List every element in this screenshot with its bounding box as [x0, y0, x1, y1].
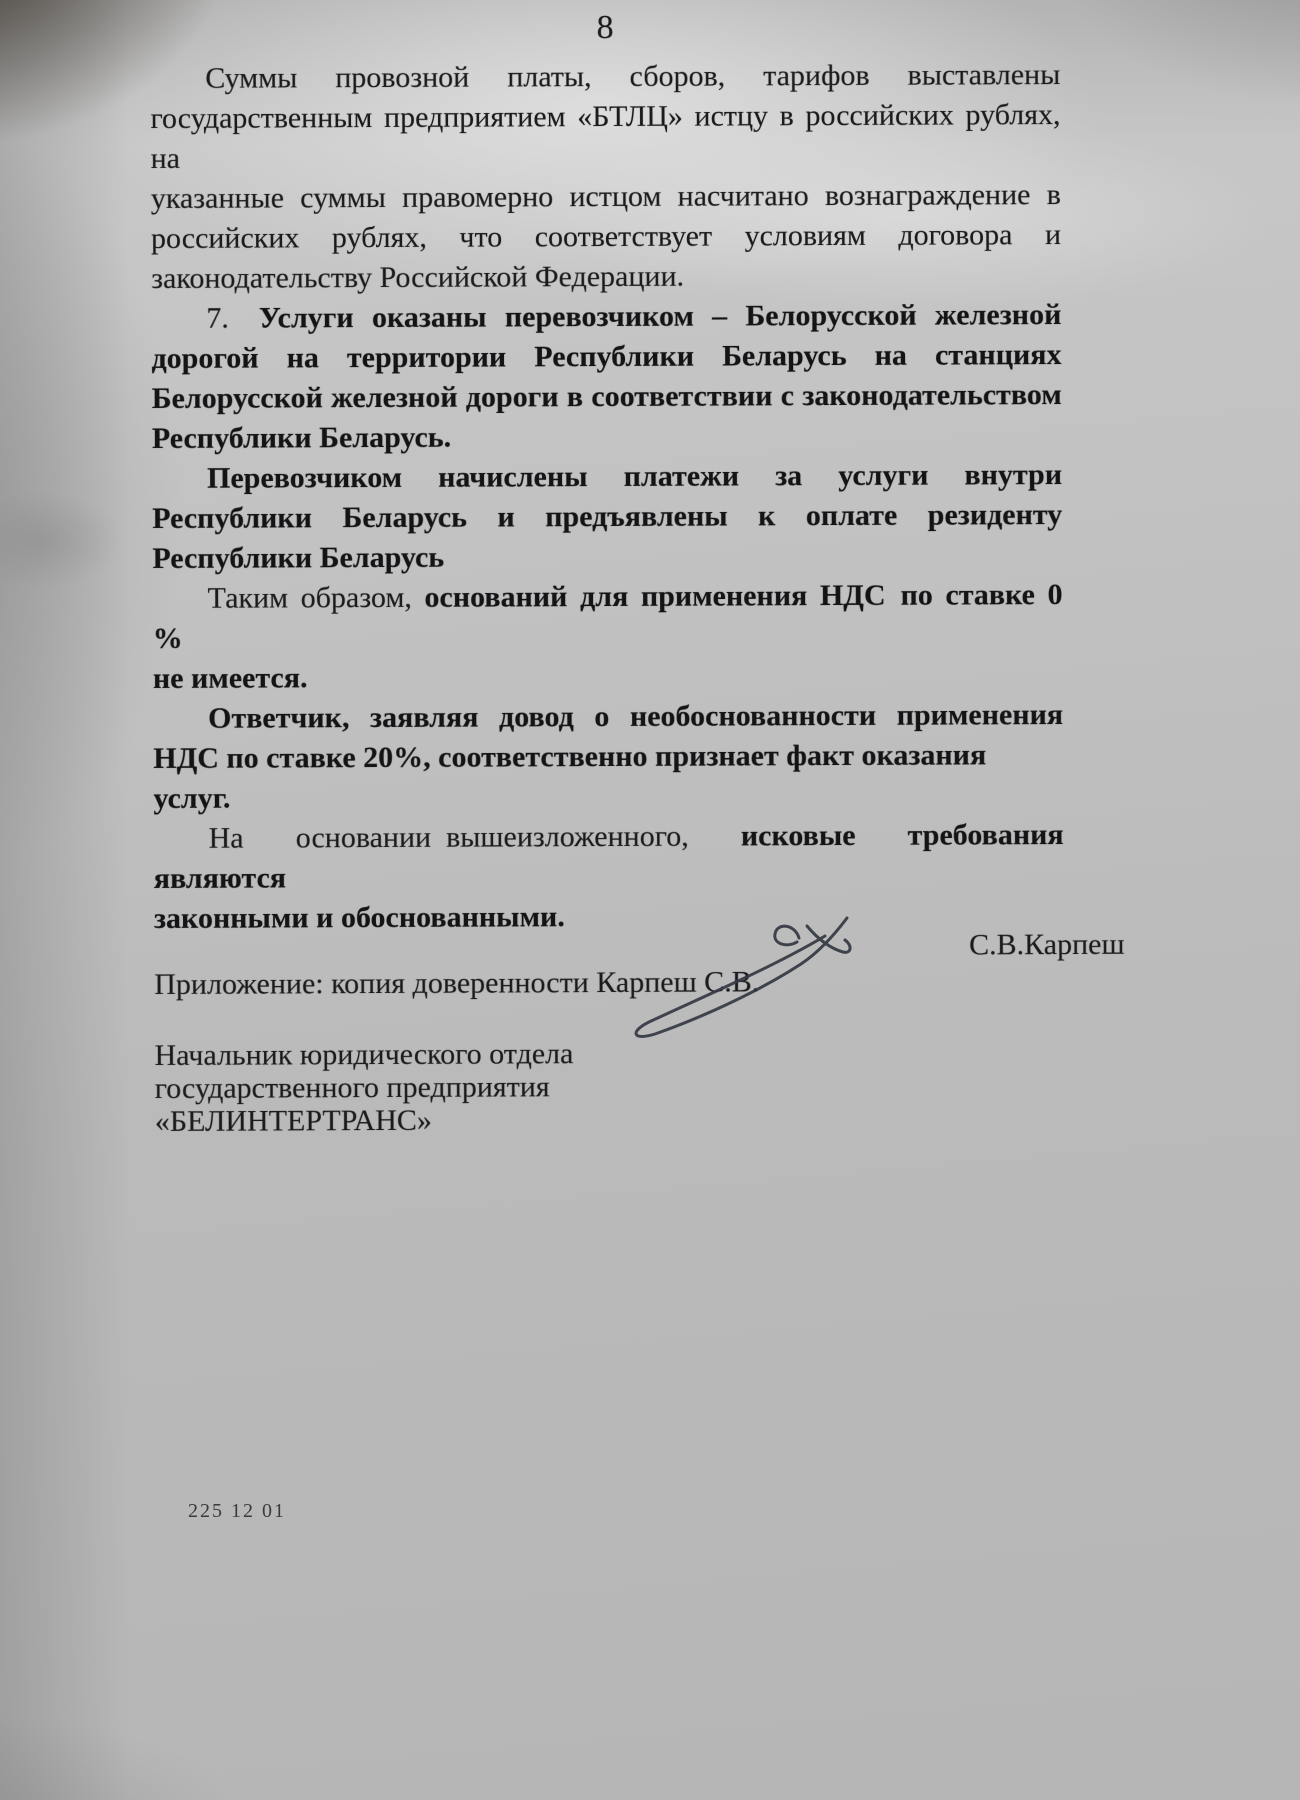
bold-text-segment: исковые требования являются	[153, 818, 1064, 895]
text-segment: Таким образом,	[207, 580, 425, 615]
page-number: 8	[596, 8, 614, 47]
text-line	[151, 295, 1061, 339]
text-line	[151, 215, 1061, 259]
text-line	[152, 415, 1062, 459]
text-line	[152, 495, 1062, 539]
bold-text-segment: НДС по ставке 20%, соответственно признает факт оказания услуг.	[153, 738, 987, 815]
footer-code: 225 12 01	[188, 1500, 286, 1522]
signature-position-line: Начальник юридического отдела	[154, 1037, 574, 1072]
bold-text-segment: оснований для применения НДС по ставке 0 %	[152, 578, 1063, 655]
bold-text-segment: Республики Беларусь.	[151, 420, 452, 455]
bold-text-segment: Услуги оказаны перевозчиком – Белорусской железной	[258, 298, 1062, 335]
bold-text-segment: Белорусской железной дороги в соответствии с законодательством	[151, 378, 1062, 415]
text-segment: Суммы провозной платы, сборов, тарифов выставлены	[205, 58, 1061, 95]
text-segment: российских рублях, что соответствует условиям договора и	[150, 218, 1062, 255]
signature-position-line: «БЕЛИНТЕРТРАНС»	[154, 1103, 432, 1138]
signature-name: С.В.Карпеш	[969, 927, 1125, 962]
paragraph	[152, 455, 1063, 579]
text-line	[154, 815, 1064, 899]
handwritten-signature-icon	[615, 898, 875, 1046]
bold-text-segment: не имеется.	[152, 661, 308, 695]
text-segment: указанные суммы правомерно истцом насчитано вознаграждение в	[150, 178, 1061, 215]
bold-text-segment: Ответчик, заявляя довод о необоснованности применения	[208, 698, 1064, 735]
text-line	[151, 175, 1061, 219]
text-line	[150, 95, 1060, 179]
paragraph	[151, 295, 1062, 459]
text-line	[152, 375, 1062, 419]
text-line	[153, 655, 1063, 699]
attachment-line: Приложение: копия доверенности Карпеш С.В.	[154, 965, 760, 1001]
text-line	[153, 735, 1063, 819]
bold-text-segment: законными и обоснованными.	[153, 900, 565, 935]
text-line	[152, 575, 1062, 659]
signature-position-line: государственного предприятия	[154, 1070, 550, 1105]
text-line	[151, 255, 1061, 299]
paragraph	[153, 695, 1064, 819]
bold-text-segment: Республики Беларусь и предъявлены к оплате резиденту	[152, 498, 1063, 535]
bold-text-segment: дорогой на территории Республики Беларусь на станциях	[151, 338, 1062, 375]
document-content	[150, 6, 1125, 1138]
text-line	[150, 55, 1060, 99]
signature-position-block	[154, 1035, 1064, 1138]
text-line	[152, 535, 1062, 579]
paragraph	[150, 55, 1061, 299]
text-line	[153, 695, 1063, 739]
text-segment: 7.	[206, 301, 259, 335]
paragraph	[154, 815, 1065, 939]
text-segment: На основании вышеизложенного,	[208, 819, 741, 855]
text-line	[152, 455, 1062, 499]
text-segment: законодательству Российской Федерации.	[151, 259, 685, 295]
text-segment: государственным предприятием «БТЛЦ» истцу в российских рублях, на	[150, 98, 1061, 175]
document-paragraphs	[150, 55, 1064, 939]
bold-text-segment: Республики Беларусь	[152, 540, 445, 575]
paragraph	[152, 575, 1063, 699]
bold-text-segment: Перевозчиком начислены платежи за услуги внутри	[206, 458, 1063, 495]
text-line	[154, 895, 1064, 939]
text-line	[151, 335, 1061, 379]
